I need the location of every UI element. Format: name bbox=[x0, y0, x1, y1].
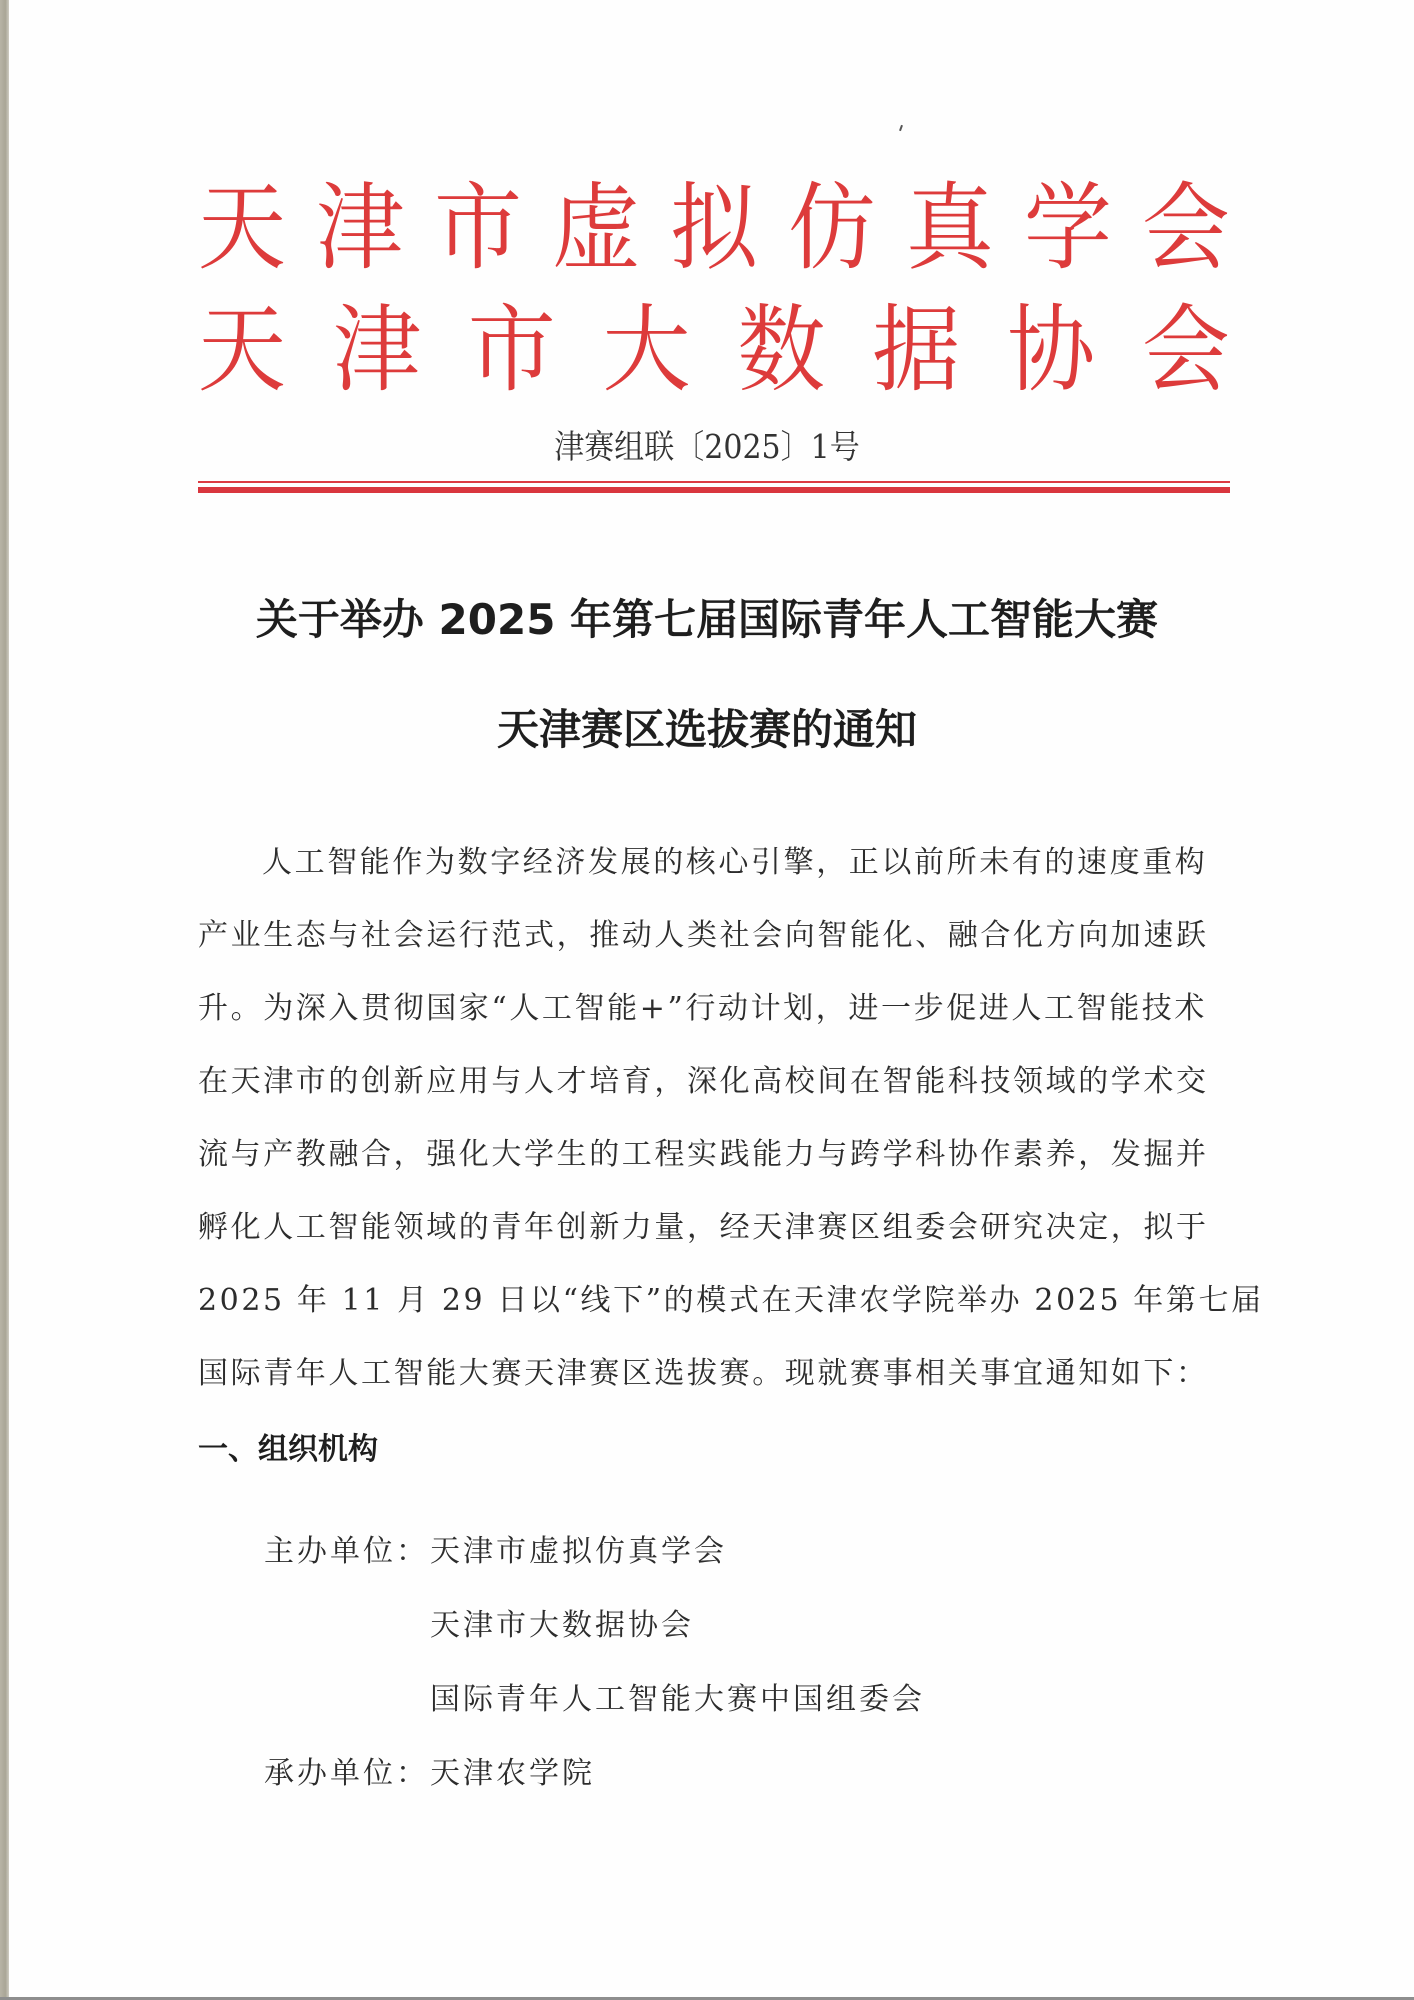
header-org-name-2 bbox=[198, 293, 1230, 406]
paragraph-line: 人工智能作为数字经济发展的核心引擎，正以前所未有的速度重构 bbox=[262, 845, 1208, 880]
organizer-row bbox=[264, 1530, 727, 1574]
organizer-value: 天津市大数据协会 bbox=[430, 1608, 694, 1643]
header-rule-thick bbox=[198, 487, 1230, 493]
org1-char: 市 bbox=[433, 171, 522, 284]
organizer-label: 主办单位： bbox=[264, 1534, 429, 1569]
paragraph-line: 产业生态与社会运行范式，推动人类社会向智能化、融合化方向加速跃 bbox=[198, 918, 1209, 953]
org2-char: 协 bbox=[1007, 293, 1096, 406]
org1-char: 学 bbox=[1023, 171, 1112, 284]
org2-char: 数 bbox=[737, 293, 826, 406]
org2-char: 津 bbox=[332, 293, 421, 406]
org2-char: 大 bbox=[602, 293, 691, 406]
organizer-row bbox=[264, 1678, 925, 1722]
header-org-name-1 bbox=[198, 171, 1230, 284]
paragraph-line: 国际青年人工智能大赛天津赛区选拔赛。现就赛事相关事宜通知如下： bbox=[198, 1356, 1209, 1391]
notice-title-line-2: 天津赛区选拔赛的通知 bbox=[496, 705, 917, 754]
section-heading-organization: 一、组织机构 bbox=[198, 1432, 378, 1467]
org1-char: 会 bbox=[1141, 171, 1230, 284]
scan-speck bbox=[899, 125, 903, 131]
paragraph-line: 在天津市的创新应用与人才培育，深化高校间在智能科技领域的学术交 bbox=[198, 1064, 1209, 1099]
org1-char: 仿 bbox=[787, 171, 876, 284]
paragraph-line: 流与产教融合，强化大学生的工程实践能力与跨学科协作素养，发掘并 bbox=[198, 1137, 1209, 1172]
org1-char: 津 bbox=[315, 171, 404, 284]
intro-paragraph bbox=[198, 826, 1264, 1410]
host-value: 天津农学院 bbox=[430, 1756, 595, 1791]
org1-char: 天 bbox=[198, 171, 287, 284]
paragraph-line: 孵化人工智能领域的青年创新力量，经天津赛区组委会研究决定，拟于 bbox=[198, 1210, 1209, 1245]
paragraph-line: 2025 年 11 月 29 日以“线下”的模式在天津农学院举办 2025 年第七届 bbox=[198, 1283, 1264, 1318]
paragraph-line: 升。为深入贯彻国家“人工智能+”行动计划，进一步促进人工智能技术 bbox=[198, 991, 1208, 1026]
organizer-value: 国际青年人工智能大赛中国组委会 bbox=[430, 1682, 925, 1717]
header-rule-thin bbox=[198, 481, 1230, 483]
organizer-value: 天津市虚拟仿真学会 bbox=[430, 1534, 727, 1569]
page-scan-edge bbox=[0, 0, 9, 2000]
org1-char: 拟 bbox=[669, 171, 758, 284]
host-row bbox=[264, 1752, 595, 1796]
organizer-row bbox=[264, 1604, 694, 1648]
org2-char: 据 bbox=[872, 293, 961, 406]
host-label: 承办单位： bbox=[264, 1756, 429, 1791]
org2-char: 会 bbox=[1141, 293, 1230, 406]
document-number: 津赛组联〔2025〕1号 bbox=[554, 428, 860, 467]
org2-char: 市 bbox=[467, 293, 556, 406]
org1-char: 真 bbox=[905, 171, 994, 284]
notice-title-line-1: 关于举办 2025 年第七届国际青年人工智能大赛 bbox=[255, 595, 1159, 644]
org2-char: 天 bbox=[198, 293, 287, 406]
org1-char: 虚 bbox=[551, 171, 640, 284]
